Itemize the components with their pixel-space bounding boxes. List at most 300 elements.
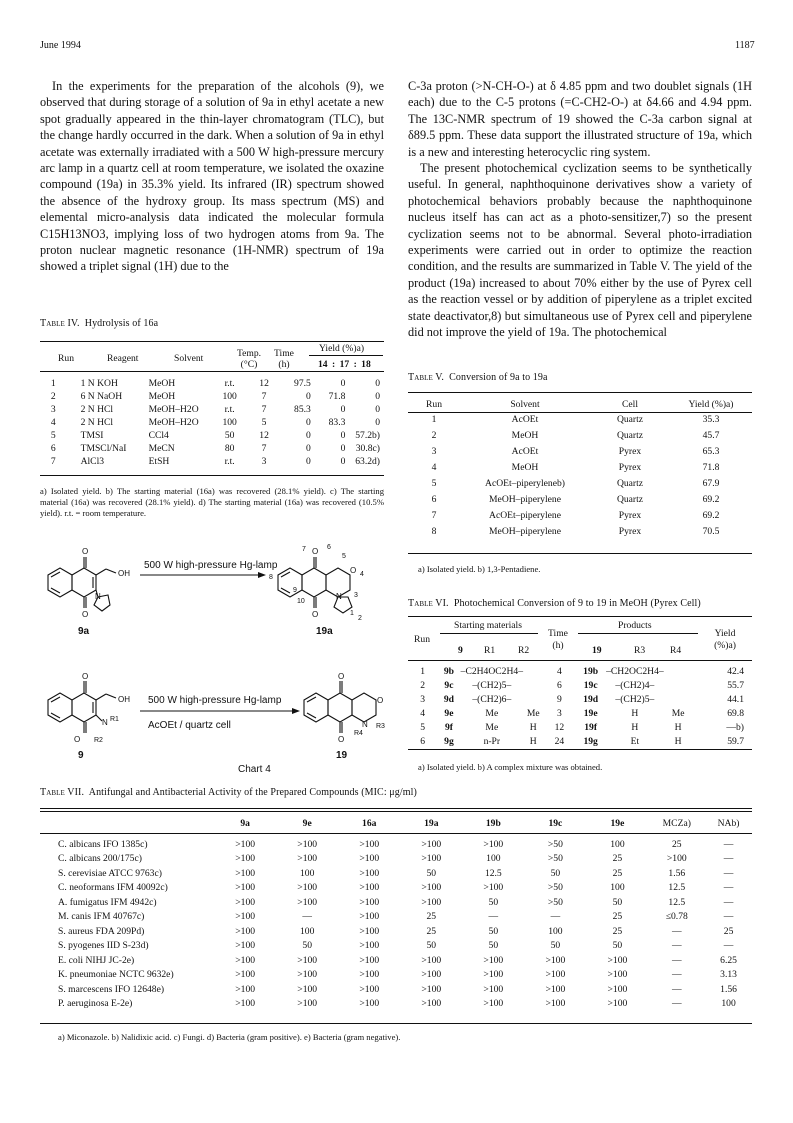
table6-cell: Et <box>630 735 640 747</box>
table4-cell: 7 <box>261 391 267 402</box>
table5 <box>408 397 752 539</box>
table4-header-yield: Yield (%)a) <box>319 343 365 354</box>
table5-cell: 35.3 <box>702 413 720 425</box>
svg-text:OH: OH <box>118 569 130 578</box>
table7-row <box>40 982 752 997</box>
table5-cell: 7 <box>431 509 437 521</box>
svg-text:O: O <box>82 547 89 556</box>
table6-cell: 44.1 <box>727 693 744 705</box>
table4-cell: 97.5 <box>294 378 311 389</box>
table6-cell: 19b <box>583 665 599 677</box>
table7-cell: >100 <box>297 838 318 850</box>
table7-cell: >100 <box>607 998 628 1010</box>
table7-cell: 25 <box>426 911 437 923</box>
table7-cell: >50 <box>547 882 563 894</box>
table4-cell: 2 N HCl <box>80 417 114 428</box>
table7-cell: >100 <box>483 983 504 995</box>
svg-text:3: 3 <box>354 592 358 599</box>
table7-cell: 100 <box>300 867 315 879</box>
table7-cell: >100 <box>297 983 318 995</box>
table7-bottom-rule <box>40 1023 752 1024</box>
table7-cell: >100 <box>235 911 256 923</box>
table7-cell: E. coli NIHJ JC-2e) <box>58 954 135 966</box>
table4-cell: MeOH <box>148 391 176 402</box>
table7-cell: >100 <box>421 838 442 850</box>
table5-cell: 1 <box>431 413 437 425</box>
table7-cell: >100 <box>359 998 380 1010</box>
svg-text:OH: OH <box>118 695 130 704</box>
label-19a: 19a <box>316 626 333 637</box>
table6-cell: 19d <box>583 693 599 705</box>
table7-row <box>40 968 752 983</box>
table4-cell: 0 <box>340 404 346 415</box>
table4-cell: 2 N HCl <box>80 404 114 415</box>
table4-header-time: Time (h) <box>274 348 294 370</box>
table7-cell: >100 <box>421 998 442 1010</box>
table5-row <box>408 411 752 427</box>
table5-bottom-rule <box>408 553 752 554</box>
table7-cell: P. aeruginosa E-2e) <box>58 998 133 1010</box>
table6-cell: 9e <box>444 707 454 719</box>
table4-header-compounds: 14 : 17 : 18 <box>318 359 371 370</box>
table7-cell: 25 <box>612 925 623 937</box>
table5-cell: 45.7 <box>702 429 720 441</box>
table7-cell: 100 <box>610 882 625 894</box>
table7-cell: 50 <box>488 940 499 952</box>
table5-cell: Pyrex <box>618 509 642 521</box>
table7-header-cell <box>40 815 214 831</box>
svg-text:6: 6 <box>327 544 331 551</box>
svg-text:7: 7 <box>302 546 306 553</box>
table7-cell: >100 <box>235 925 256 937</box>
table7-cell: 100 <box>486 853 501 865</box>
table6-cell: 9c <box>444 679 454 691</box>
table7-row <box>40 895 752 910</box>
table5-cell: AcOEt <box>511 445 539 457</box>
table7-cell: >100 <box>235 867 256 879</box>
table7-cell: >100 <box>359 838 380 850</box>
table4-cell: 12 <box>259 430 269 441</box>
table4-cell: 7 <box>261 443 267 454</box>
table5-cell: 4 <box>431 461 437 473</box>
svg-text:N: N <box>95 592 101 601</box>
table5-cell: MeOH–piperylene <box>489 525 561 537</box>
table4-cell: 0 <box>340 430 346 441</box>
svg-text:4: 4 <box>360 571 364 578</box>
table5-header-solvent: Solvent <box>510 398 540 410</box>
table4-cell: 0 <box>340 456 346 467</box>
table5-cell: MeOH–piperylene <box>489 493 561 505</box>
table7-cell: >100 <box>359 882 380 894</box>
table4-cell: 2 <box>50 391 56 402</box>
arrowhead-1 <box>258 572 266 578</box>
table5-row <box>408 427 752 443</box>
label-19: 19 <box>336 750 348 761</box>
table7-cell: K. pneumoniae NCTC 9632e) <box>58 969 174 981</box>
table7-cell: >100 <box>235 998 256 1010</box>
table6-header-r3: R3 <box>634 645 646 656</box>
table6-cell: –(CH2)5– <box>472 679 512 691</box>
paragraph-discussion: The present photochemical cyclization seems to be synthetically useful. In general, naphthoquinone derivatives show a variety of photochemical behaviors probably because the naphthoquinone nucleus itself has can act as a photo-sensitizer,7) so the present cyclization seems not to be abnormal. Several photo-irradiation experiments were carried out in order to optimize the reaction condition, and the results are summarized in Table V. The yield of the product (19a) increased to about 70% either by the use of Pyrex cell as the reaction vessel or by addition of piperylene as a triplet excited state deactivator,8) but simultaneous use of Pyrex cell and piperylene did not improve the yield of 19a. The photochemical <box>408 161 752 340</box>
page-header-date: June 1994 <box>40 40 81 51</box>
table7-cell: 25 <box>426 925 437 937</box>
table4-header-reagent: Reagent <box>107 353 139 364</box>
table4-cell: 7 <box>261 404 267 415</box>
table4-cell: TMSCl/NaI <box>80 443 127 454</box>
table6-header-r4: R4 <box>670 645 682 656</box>
table6-cell: 9 <box>556 693 562 705</box>
table6-cell: H <box>631 707 639 719</box>
table4-header-temp: Temp. (°C) <box>236 348 262 370</box>
table4-cell: 5 <box>261 417 267 428</box>
svg-text:2: 2 <box>358 615 362 622</box>
page-number: 1187 <box>735 40 755 51</box>
table6-cell: Me <box>526 707 540 719</box>
left-column-text <box>40 78 384 275</box>
table5-top-rule <box>408 392 752 393</box>
table5-cell: Quartz <box>616 413 644 425</box>
table7-cell: — <box>671 998 682 1010</box>
svg-text:8: 8 <box>269 574 273 581</box>
table4-cell: 12 <box>259 378 269 389</box>
table7-cell: A. fumigatus IFM 4942c) <box>58 896 157 908</box>
table7-cell: >100 <box>297 896 318 908</box>
table5-header-yield: Yield (%)a) <box>688 398 734 410</box>
table7-cell: >100 <box>359 896 380 908</box>
table6-cell: H <box>529 735 537 747</box>
table7-cell: S. cerevisiae ATCC 9763c) <box>58 867 162 879</box>
table7-cell: >100 <box>607 983 628 995</box>
svg-text:O: O <box>312 547 319 556</box>
naphthoquinone-9a-structure <box>48 557 116 611</box>
table4-header-solvent: Solvent <box>174 353 204 364</box>
table7-cell: >100 <box>235 853 256 865</box>
table6-header-r1: R1 <box>484 645 496 656</box>
table7-cell: >100 <box>421 896 442 908</box>
table6-row <box>408 664 752 678</box>
table6-header-9: 9 <box>458 645 463 656</box>
table6-footnote: a) Isolated yield. b) A complex mixture was obtained. <box>418 762 603 772</box>
table7-cell: >100 <box>235 896 256 908</box>
lamp-label-2: 500 W high-pressure Hg-lamp <box>148 695 282 706</box>
table7-row <box>40 953 752 968</box>
table7-cell: >50 <box>547 838 563 850</box>
table6-cell: 1 <box>420 665 426 677</box>
table7-cell: 50 <box>302 940 312 952</box>
table7-cell: ≤0.78 <box>665 911 688 923</box>
table4-cell: 0 <box>306 443 311 454</box>
table7-cell: >100 <box>483 969 504 981</box>
svg-text:O: O <box>377 696 384 705</box>
table6-row <box>408 734 752 748</box>
table4-cell: 3 <box>50 404 56 415</box>
table7-cell: >100 <box>607 969 628 981</box>
table5-cell: 69.2 <box>702 509 720 521</box>
svg-text:R4: R4 <box>354 730 363 737</box>
table4-row <box>40 390 384 403</box>
table7-cell: — <box>550 911 561 923</box>
chart4-scheme <box>40 535 410 780</box>
table7-cell: C. albicans IFO 1385c) <box>58 838 148 850</box>
table7-row <box>40 866 752 881</box>
table7-cell: >100 <box>421 969 442 981</box>
table7-cell: >100 <box>359 940 380 952</box>
table6-row <box>408 692 752 706</box>
lamp-label-1: 500 W high-pressure Hg-lamp <box>144 560 278 571</box>
table7-caption: Table VII. Antifungal and Antibacterial Activity of the Prepared Compounds (MIC: μg/ml) <box>40 787 417 798</box>
table6-header-rule <box>408 660 752 661</box>
table7-cell: >100 <box>359 867 380 879</box>
paragraph-nmr: C-3a proton (>N-CH-O-) at δ 4.85 ppm and two doublet signals (1H each) due to the C-5 protons (=C-CH2-O-) at δ4.66 and 4.94 ppm. The 13C-NMR spectrum of 19 showed the C-3a carbon signal at δ89.5 ppm. These data support the illustrated structure of 19a, which is a new and interesting heterocyclic ring system. <box>408 79 752 159</box>
table7-cell: 25 <box>612 853 623 865</box>
table7-cell: 100 <box>610 838 625 850</box>
table5-cell: AcOEt–piperylene <box>489 509 561 521</box>
table7-cell: S. marcescens IFO 12648e) <box>58 983 165 995</box>
table4-cell: EtSH <box>148 456 170 467</box>
table4-cell: 71.8 <box>328 391 346 402</box>
table7-cell: >100 <box>483 882 504 894</box>
table7-header-cell: NAb) <box>717 817 740 829</box>
table7-cell: >50 <box>547 853 563 865</box>
table4-row <box>40 429 384 442</box>
table7-cell: >100 <box>666 853 687 865</box>
table4-cell: TMSI <box>80 430 104 441</box>
table7-cell: — <box>723 940 734 952</box>
table7-header-cell: 19a <box>424 817 439 829</box>
table4-cell: 6 N NaOH <box>80 391 123 402</box>
svg-text:O: O <box>82 610 89 619</box>
table5-cell: 8 <box>431 525 437 537</box>
table4-footnote: a) Isolated yield. b) The starting material (16a) was recovered (28.1% yield). c) The starting material (16a) was recovered (28.1% yield). d) The starting material (16a) was recovered (10.5% yield). r.t. = room temperature. <box>40 486 384 518</box>
table7-cell: — <box>723 911 734 923</box>
table4-row <box>40 377 384 390</box>
svg-text:5: 5 <box>342 553 346 560</box>
table7-row <box>40 837 752 852</box>
table6-cell: Me <box>485 721 499 733</box>
table5-row <box>408 459 752 475</box>
table7-cell: >100 <box>235 954 256 966</box>
table7-cell: 25 <box>723 925 734 937</box>
table6-header-run: Run <box>414 634 430 645</box>
table7-cell: 12.5 <box>668 896 686 908</box>
table5-row <box>408 475 752 491</box>
table5-header-run: Run <box>426 398 442 410</box>
table5-cell: 67.9 <box>702 477 720 489</box>
table7-cell: — <box>488 911 499 923</box>
table4-row <box>40 455 384 468</box>
table6-group-products: Products <box>618 620 652 631</box>
table4-cell: 80 <box>224 443 235 454</box>
table6-row <box>408 678 752 692</box>
table6-starting-rule <box>440 633 538 634</box>
table6-cell: –(CH2)6– <box>472 693 512 705</box>
table7-row <box>40 881 752 896</box>
table6-cell: 4 <box>556 665 562 677</box>
table4-row <box>40 416 384 429</box>
table4-cell: 30.8c) <box>355 443 380 454</box>
table4-cell: MeOH–H2O <box>148 417 199 428</box>
table6-header-19: 19 <box>592 645 602 656</box>
table5-cell: Pyrex <box>618 525 642 537</box>
svg-text:O: O <box>338 735 345 744</box>
table4-cell: 0 <box>306 417 311 428</box>
table5-cell: 71.8 <box>702 461 720 473</box>
table7-cell: >100 <box>483 838 504 850</box>
table5-cell: Quartz <box>616 493 644 505</box>
table6-cell: 9d <box>443 693 454 705</box>
table7-top-rule <box>40 808 752 812</box>
table6-cell: –(CH2)4– <box>615 679 655 691</box>
table7-cell: 50 <box>550 940 561 952</box>
table6-row <box>408 706 752 720</box>
table4-cell: 0 <box>340 443 346 454</box>
table4-bottom-rule <box>40 475 384 476</box>
table7-cell: >100 <box>545 954 566 966</box>
table7-cell: 50 <box>550 867 561 879</box>
table7-cell: >100 <box>297 853 318 865</box>
table5-header-cell: Cell <box>622 398 638 410</box>
table7-cell: — <box>723 882 734 894</box>
table7-cell: 3.13 <box>720 969 737 981</box>
table5-cell: MeOH <box>511 429 539 441</box>
table7-cell: — <box>723 896 734 908</box>
table5-cell: AcOEt <box>511 413 539 425</box>
condition-label: AcOEt / quartz cell <box>148 720 231 731</box>
table7-cell: — <box>723 867 734 879</box>
table7-cell: >100 <box>235 983 256 995</box>
table7-cell: — <box>723 853 734 865</box>
table6-cell: H <box>674 735 682 747</box>
svg-text:10: 10 <box>297 598 305 605</box>
table6-bottom-rule <box>408 749 752 750</box>
table6-cell: 9b <box>443 665 454 677</box>
table6-cell: H <box>529 721 537 733</box>
table7-cell: >100 <box>421 882 442 894</box>
table7-cell: 1.56 <box>720 983 737 995</box>
table4-cell: 57.2b) <box>355 430 380 441</box>
table7-cell: S. aureus FDA 209Pd) <box>58 925 145 937</box>
table7-row <box>40 939 752 954</box>
table6-cell: Me <box>671 707 685 719</box>
svg-text:9: 9 <box>293 587 297 594</box>
table7-cell: >100 <box>359 925 380 937</box>
table4-cell: 4 <box>50 417 56 428</box>
table5-cell: Quartz <box>616 477 644 489</box>
table6-cell: 6 <box>556 679 562 691</box>
table6-cell: –(CH2)5– <box>615 693 655 705</box>
table7-header-cell: 19b <box>485 817 501 829</box>
table6-cell: 9f <box>444 721 453 733</box>
table5-cell: 6 <box>431 493 437 505</box>
table7-cell: 6.25 <box>720 954 737 966</box>
table5-caption: Table V. Conversion of 9a to 19a <box>408 372 548 383</box>
svg-text:O: O <box>82 672 89 681</box>
table7-header-cell: 19e <box>610 817 625 829</box>
table4-cell: 0 <box>375 391 380 402</box>
table6-caption: Table VI. Photochemical Conversion of 9 to 19 in MeOH (Pyrex Cell) <box>408 598 701 609</box>
table7-cell: >100 <box>545 998 566 1010</box>
table6-cell: 55.7 <box>727 679 744 691</box>
table5-cell: 2 <box>431 429 437 441</box>
table7-cell: >100 <box>421 983 442 995</box>
table4-cell: 6 <box>50 443 56 454</box>
table7-cell: >100 <box>359 969 380 981</box>
table7-cell: 25 <box>612 911 623 923</box>
table7-cell: 25 <box>612 867 623 879</box>
table6-cell <box>523 664 544 678</box>
table4-cell: 0 <box>306 391 311 402</box>
table7-cell: 100 <box>721 998 736 1010</box>
table4-cell: 1 <box>50 378 56 389</box>
table7-cell: >100 <box>607 954 628 966</box>
table6-cell: 2 <box>420 679 426 691</box>
svg-text:O: O <box>350 566 357 575</box>
table6-cell <box>664 692 693 706</box>
table7-cell: 50 <box>488 925 499 937</box>
table7-header-cell: 9e <box>302 817 312 829</box>
table4-header-run: Run <box>58 353 74 364</box>
table6-cell: –C2H4OC2H4– <box>460 665 524 677</box>
table4-cell: 0 <box>375 404 380 415</box>
table5-cell: 69.2 <box>702 493 720 505</box>
table7-header-cell: 19c <box>548 817 563 829</box>
table7-cell: >100 <box>235 882 256 894</box>
table7-cell: >100 <box>297 954 318 966</box>
table6-row <box>408 720 752 734</box>
table7-cell: >100 <box>297 998 318 1010</box>
table7-cell: >100 <box>359 954 380 966</box>
table4-cell: 3 <box>261 456 267 467</box>
table4-cell: MeOH <box>148 378 176 389</box>
table7-cell: — <box>671 983 682 995</box>
table5-row <box>408 443 752 459</box>
table5-row <box>408 491 752 507</box>
table7-cell: — <box>671 954 682 966</box>
table4-cell: 0 <box>306 456 311 467</box>
right-column-text <box>408 78 752 341</box>
table7-row <box>40 852 752 867</box>
table4-row <box>40 403 384 416</box>
svg-text:N: N <box>336 592 342 601</box>
svg-text:1: 1 <box>350 610 354 617</box>
table5-row <box>408 523 752 539</box>
table7-cell: >100 <box>483 954 504 966</box>
table4-row <box>40 442 384 455</box>
table7-cell: S. pyogenes IID S-23d) <box>58 940 149 952</box>
table6-header-time: Time (h) <box>548 628 568 651</box>
table4-cell: 0 <box>375 378 380 389</box>
table7-cell: 50 <box>426 867 437 879</box>
table6-header-r2: R2 <box>518 645 530 656</box>
table5-cell: 65.3 <box>702 445 720 457</box>
table6-cell: H <box>631 721 639 733</box>
table7-cell: 12.5 <box>668 882 686 894</box>
table7-cell: >100 <box>421 954 442 966</box>
table7-cell: M. canis IFM 40767c) <box>58 911 145 923</box>
svg-text:R1: R1 <box>110 716 119 723</box>
arrowhead-2 <box>292 708 300 714</box>
table7-cell: 50 <box>612 896 623 908</box>
table7-row <box>40 924 752 939</box>
table7-cell: >100 <box>235 940 256 952</box>
table7-cell: >100 <box>297 882 318 894</box>
label-9: 9 <box>78 750 84 761</box>
table6-cell <box>523 692 544 706</box>
oxazine-19a-structure <box>278 557 352 613</box>
table6-cell: 42.4 <box>727 665 744 677</box>
table6-cell: 3 <box>420 693 426 705</box>
table7-footnote: a) Miconazole. b) Nalidixic acid. c) Fungi. d) Bacteria (gram positive). e) Bacteria (gram negative). <box>58 1032 401 1042</box>
